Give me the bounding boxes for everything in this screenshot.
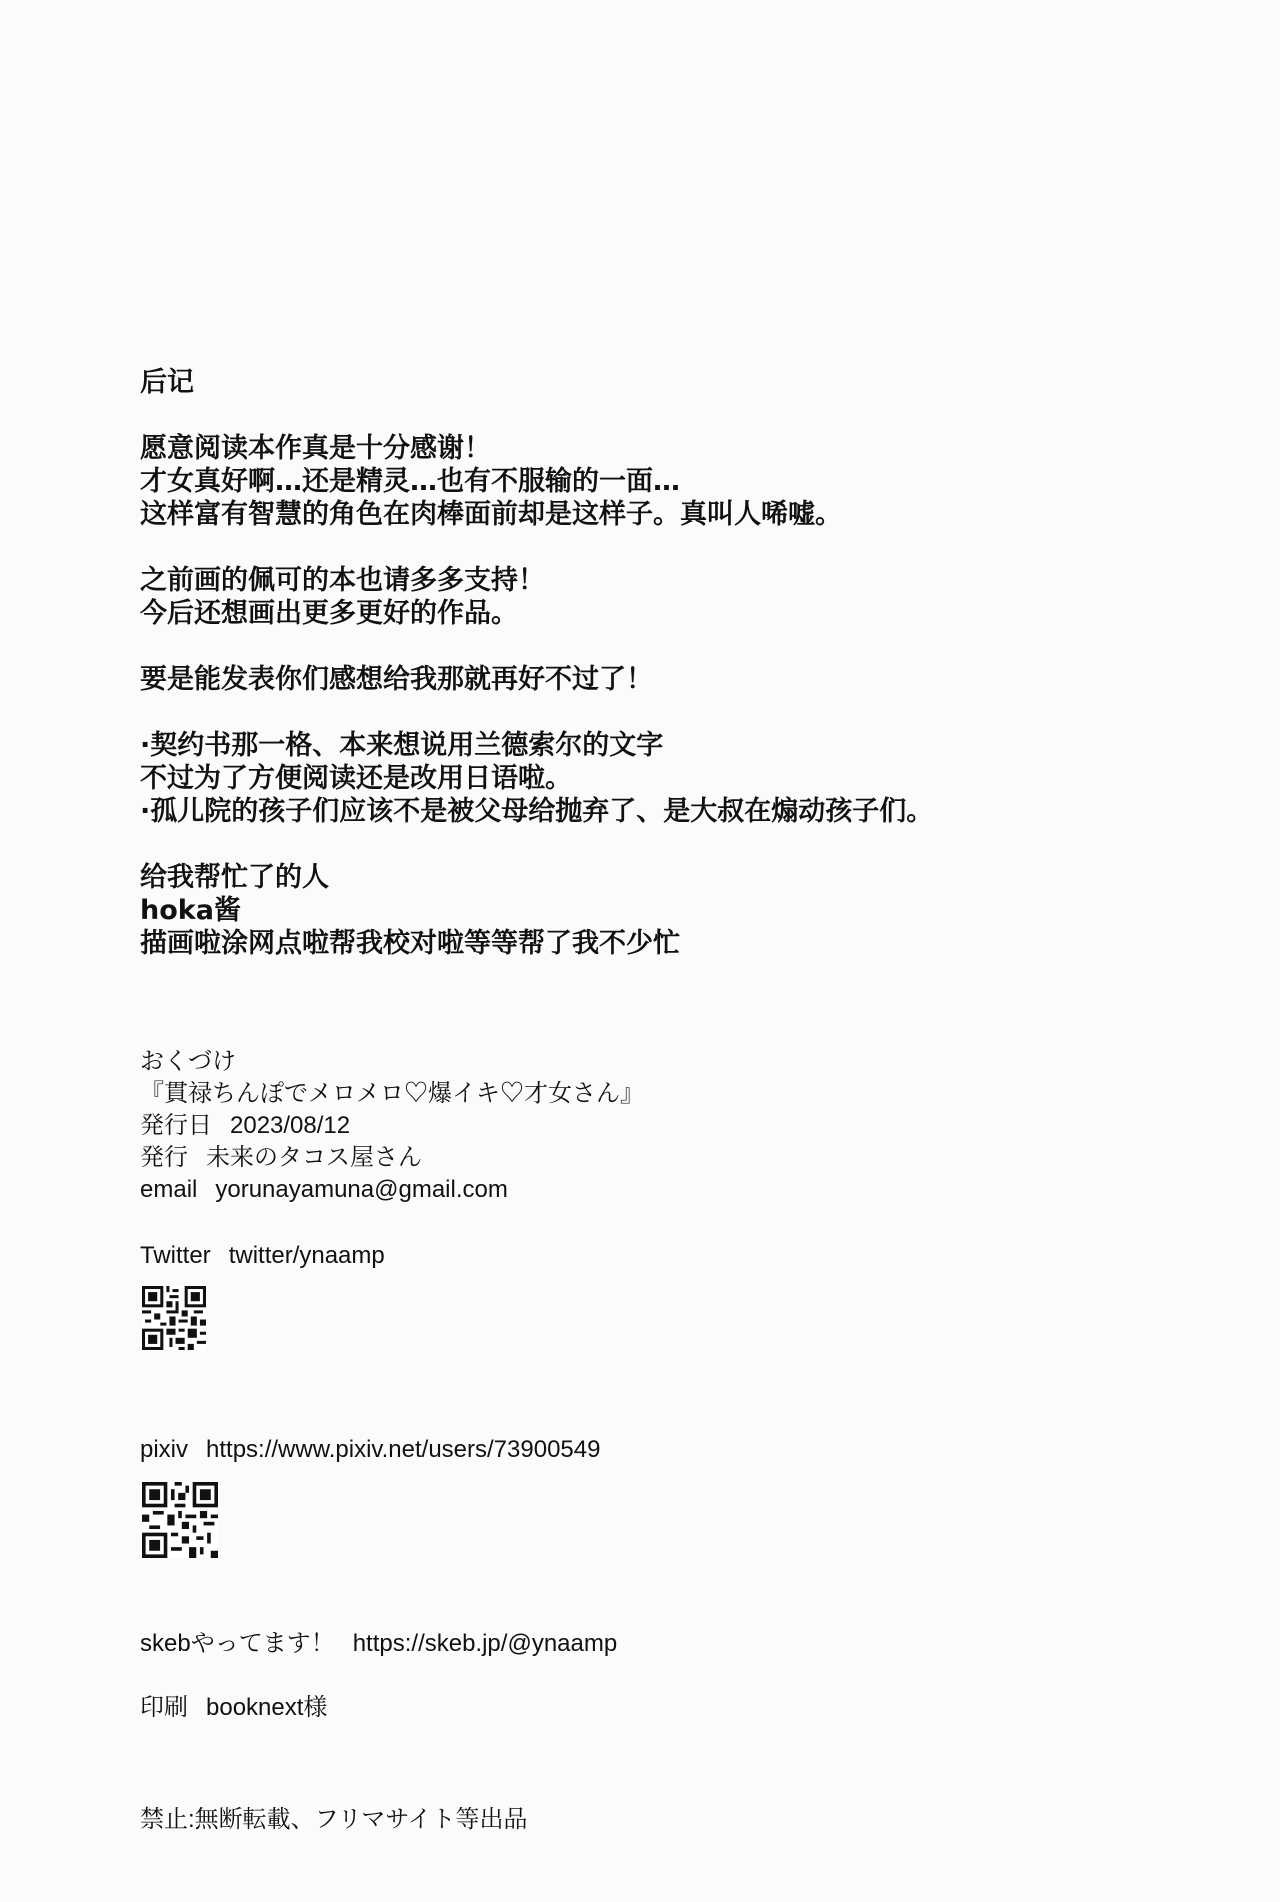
- afterword-line: 今后还想画出更多更好的作品。: [140, 598, 518, 629]
- publish-date: [140, 1110, 644, 1142]
- skeb-label: skebやってます！: [140, 1630, 335, 1657]
- email-value: yorunayamuna@gmail.com: [215, 1176, 508, 1203]
- pixiv-link[interactable]: https://www.pixiv.net/users/73900549: [206, 1436, 601, 1463]
- print-section: [140, 1692, 327, 1724]
- prohibition-section: [140, 1804, 528, 1836]
- skeb-section: [140, 1628, 617, 1660]
- publish-date-value: 2023/08/12: [230, 1112, 351, 1139]
- pixiv-label: pixiv: [140, 1436, 189, 1463]
- print-value: booknext様: [206, 1694, 328, 1721]
- book-title: 『貫禄ちんぽでメロメロ♡爆イキ♡才女さん』: [140, 1080, 644, 1107]
- afterword-section: [140, 366, 933, 960]
- print-line: [140, 1692, 327, 1724]
- afterword-line: 不过为了方便阅读还是改用日语啦。: [140, 763, 572, 794]
- colophon-heading: おくづけ: [140, 1048, 236, 1075]
- twitter-section: [140, 1240, 385, 1272]
- print-label: 印刷: [140, 1694, 188, 1721]
- publisher-label: 発行: [140, 1144, 188, 1171]
- skeb-line: [140, 1628, 617, 1660]
- afterword-line: 描画啦涂网点啦帮我校对啦等等帮了我不少忙: [140, 928, 680, 959]
- afterword-line: 之前画的佩可的本也请多多支持！: [140, 565, 545, 596]
- afterword-title: 后记: [140, 367, 194, 398]
- skeb-link[interactable]: https://skeb.jp/@ynaamp: [352, 1630, 618, 1657]
- pixiv-section: [140, 1434, 600, 1466]
- afterword-line: 才女真好啊…还是精灵…也有不服输的一面…: [140, 466, 680, 497]
- afterword-line: hoka酱: [140, 895, 241, 926]
- qr-code-icon: [142, 1284, 206, 1352]
- afterword-line: 要是能发表你们感想给我那就再好不过了！: [140, 664, 653, 695]
- qr-code-icon: [142, 1482, 218, 1558]
- twitter-label: Twitter: [140, 1242, 211, 1269]
- twitter-line: [140, 1240, 385, 1272]
- publish-date-label: 発行日: [140, 1112, 212, 1139]
- prohibition-text: 禁止:無断転載、フリマサイト等出品: [140, 1806, 528, 1833]
- afterword-line: ·孤儿院的孩子们应该不是被父母给抛弃了、是大叔在煽动孩子们。: [140, 796, 934, 827]
- pixiv-line: [140, 1434, 600, 1466]
- afterword-line: 愿意阅读本作真是十分感谢！: [140, 433, 491, 464]
- publisher: [140, 1142, 644, 1174]
- colophon-section: [140, 1046, 644, 1206]
- twitter-link[interactable]: twitter/ynaamp: [228, 1242, 385, 1269]
- email: [140, 1174, 644, 1206]
- afterword-line: ·契约书那一格、本来想说用兰德索尔的文字: [140, 730, 664, 761]
- afterword-line: 这样富有智慧的角色在肉棒面前却是这样子。真叫人唏嘘。: [140, 499, 842, 530]
- publisher-value: 未来のタコス屋さん: [206, 1144, 422, 1171]
- email-label: email: [140, 1176, 198, 1203]
- afterword-line: 给我帮忙了的人: [140, 862, 329, 893]
